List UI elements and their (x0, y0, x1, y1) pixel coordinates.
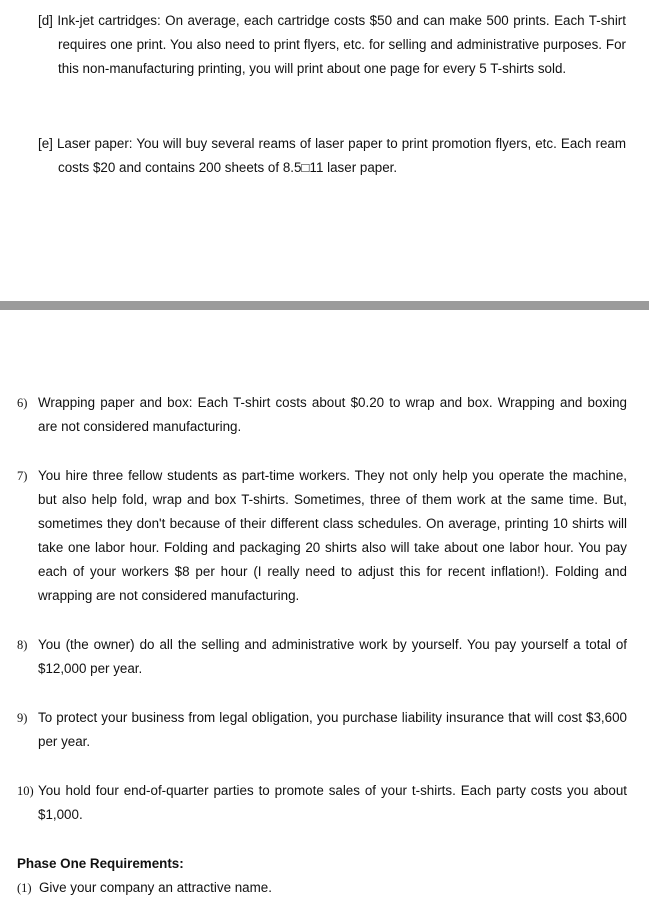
item-e-laser-paper (38, 132, 626, 180)
item-number: 6) (17, 396, 28, 410)
requirement-text: Give your company an attractive name. (39, 880, 272, 895)
page-divider (0, 301, 649, 310)
requirement-number: (1) (17, 881, 32, 895)
item-d-text: [d] Ink-jet cartridges: On average, each cartridge costs $50 and can make 500 prints. Each T-shirt requires one print. You also need to print flyers, etc. for selling and administrative purposes. For this non-manufacturing printing, you will print about one page for every 5 T-shirts sold. (38, 13, 626, 76)
item-text: Wrapping paper and box: Each T-shirt costs about $0.20 to wrap and box. Wrapping and boxing are not considered manufacturing. (38, 395, 627, 434)
item-number: 7) (17, 469, 28, 483)
item-number: 10) (17, 784, 34, 798)
phase-one-heading: Phase One Requirements: (17, 856, 184, 871)
item-number: 8) (17, 638, 28, 652)
list-item-7 (17, 464, 627, 608)
item-text: To protect your business from legal obligation, you purchase liability insurance that will cost $3,600 per year. (38, 710, 627, 749)
list-item-6 (17, 391, 627, 439)
list-item-8 (17, 633, 627, 681)
item-d-ink-jet (38, 9, 626, 81)
list-item-9 (17, 706, 627, 754)
requirement-item (17, 876, 272, 900)
item-text: You (the owner) do all the selling and administrative work by yourself. You pay yourself a total of $12,000 per year. (38, 637, 627, 676)
item-text: You hold four end-of-quarter parties to promote sales of your t-shirts. Each party costs you about $1,000. (38, 783, 627, 822)
list-item-10 (17, 779, 627, 827)
item-text: You hire three fellow students as part-time workers. They not only help you operate the machine, but also help fold, wrap and box T-shirts. Sometimes, three of them work at the same time. But, sometimes they don't because of their different class schedules. On average, printing 10 shirts will take one labor hour. Folding and packaging 20 shirts also will take about one labor hour. You pay each of your workers $8 per hour (I really need to adjust this for recent inflation!). Folding and wrapping are not considered manufacturing. (38, 468, 627, 603)
item-number: 9) (17, 711, 28, 725)
item-e-text: [e] Laser paper: You will buy several reams of laser paper to print promotion flyers, etc. Each ream costs $20 and contains 200 sheets of 8.5□11 laser paper. (38, 136, 626, 175)
